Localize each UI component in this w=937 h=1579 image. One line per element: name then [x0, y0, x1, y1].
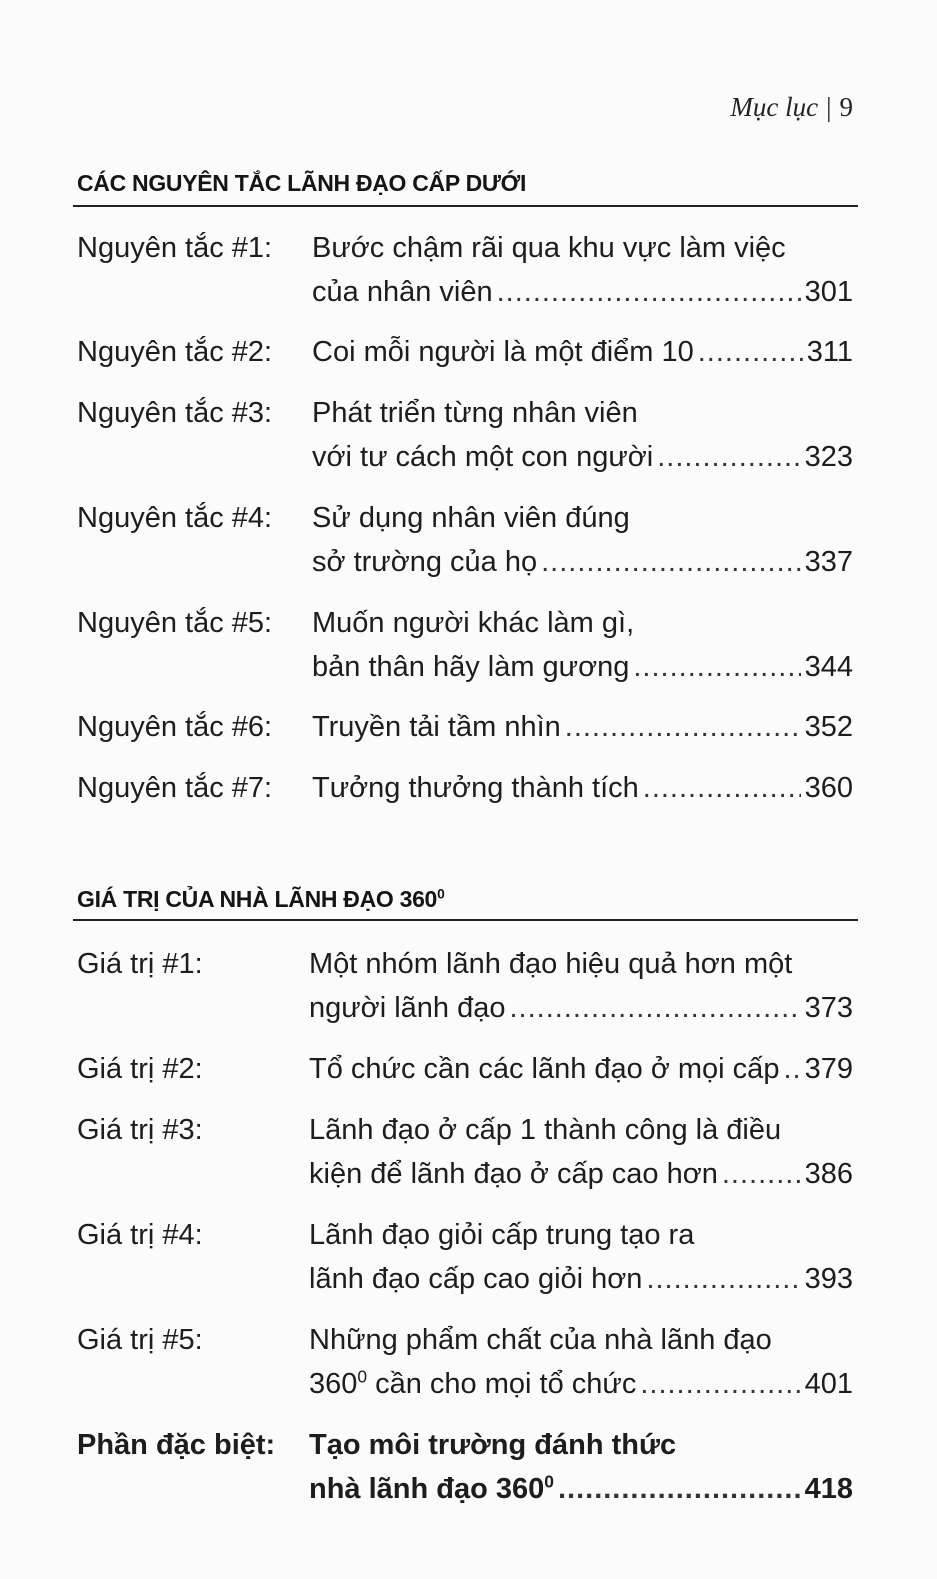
section-heading-principles: CÁC NGUYÊN TẮC LÃNH ĐẠO CẤP DƯỚI [77, 170, 527, 196]
toc-entry-title-line2: sở trường của họ [312, 546, 538, 578]
toc-entry-title: Coi mỗi người là một điểm 10 [312, 336, 694, 368]
toc-entry-title-line1: Sử dụng nhân viên đúng [312, 502, 630, 534]
leader-dots [783, 1047, 800, 1091]
toc-entry-page: 401 [804, 1368, 853, 1400]
toc-entry[interactable] [77, 766, 853, 810]
toc-entry-label: Giá trị #4: [77, 1219, 203, 1251]
superscript: 0 [437, 886, 445, 902]
section-rule [73, 919, 858, 921]
toc-entry-page: 337 [804, 546, 853, 578]
toc-entry-title: Tổ chức cần các lãnh đạo ở mọi cấp [309, 1053, 780, 1085]
toc-entry-page: 373 [804, 992, 853, 1024]
running-head-title: Mục lục [730, 92, 819, 122]
section-rule [73, 205, 858, 207]
superscript: 0 [544, 1471, 554, 1492]
toc-entry[interactable] [77, 601, 853, 689]
toc-entry-label: Nguyên tắc #2: [77, 336, 273, 368]
toc-entry[interactable] [77, 330, 853, 374]
toc-entry-page: 344 [804, 651, 853, 683]
leader-dots [646, 1257, 800, 1301]
toc-entry-title-line2: người lãnh đạo [309, 992, 506, 1024]
toc-entry-title-line2: với tư cách một con người [312, 441, 654, 473]
toc-entry-title-line1: Bước chậm rãi qua khu vực làm việc [312, 232, 786, 264]
leader-dots [565, 705, 801, 749]
toc-entry[interactable] [77, 1047, 853, 1091]
toc-entry[interactable] [77, 1213, 853, 1301]
leader-dots [657, 435, 800, 479]
toc-entry-title-line1: Một nhóm lãnh đạo hiệu quả hơn một [309, 948, 793, 980]
toc-entry-title-line2: của nhân viên [312, 276, 493, 308]
toc-entry-title-line2: bản thân hãy làm gương [312, 651, 630, 683]
toc-entry-page: 393 [804, 1263, 853, 1295]
page-number: 9 [839, 92, 853, 122]
toc-entry-page: 386 [804, 1158, 853, 1190]
toc-entry-title-line1: Tạo môi trường đánh thức [309, 1429, 677, 1461]
leader-dots [558, 1467, 801, 1511]
toc-entry[interactable] [77, 391, 853, 479]
toc-entry-page: 360 [804, 772, 853, 804]
leader-dots [640, 1362, 800, 1406]
toc-entry-title-line1: Những phẩm chất của nhà lãnh đạo [309, 1324, 772, 1356]
toc-entry-label: Giá trị #3: [77, 1114, 203, 1146]
running-head-separator: | [826, 92, 832, 122]
leader-dots [643, 766, 801, 810]
toc-entry-title-line2: nhà lãnh đạo $360^0$ [309, 1471, 554, 1505]
toc-entry-title: Tưởng thưởng thành tích [312, 772, 639, 804]
toc-entry-label: Nguyên tắc #6: [77, 711, 273, 743]
toc-entry-page: 301 [804, 276, 853, 308]
toc-entry[interactable] [77, 496, 853, 584]
toc-entry-label: Nguyên tắc #1: [77, 232, 273, 264]
leader-dots [509, 986, 800, 1030]
toc-entry-title: Truyền tải tầm nhìn [312, 711, 561, 743]
toc-entry-title-line2: lãnh đạo cấp cao giỏi hơn [309, 1263, 643, 1295]
toc-entry-page: 418 [804, 1473, 853, 1505]
leader-dots [698, 330, 803, 374]
toc-entry-label: Nguyên tắc #5: [77, 607, 273, 639]
toc-entry-label: Giá trị #1: [77, 948, 203, 980]
toc-entry-page: 352 [804, 711, 853, 743]
toc-entry-page: 323 [804, 441, 853, 473]
toc-entry-label: Giá trị #2: [77, 1053, 203, 1085]
toc-entry-label: Nguyên tắc #7: [77, 772, 273, 804]
toc-entry[interactable] [77, 1108, 853, 1196]
leader-dots [633, 645, 800, 689]
toc-entry-title-line1: Lãnh đạo ở cấp 1 thành công là điều [309, 1114, 782, 1146]
section-heading-values: GIÁ TRỊ CỦA NHÀ LÃNH ĐẠO $360^0$ [77, 886, 445, 912]
leader-dots [722, 1152, 801, 1196]
running-head [730, 92, 853, 123]
toc-entry-special[interactable] [77, 1423, 853, 1511]
toc-entry-title-line1: Phát triển từng nhân viên [312, 397, 638, 429]
toc-entry-label: Nguyên tắc #3: [77, 397, 273, 429]
toc-entry[interactable] [77, 1318, 853, 1406]
toc-entry-title-line1: Muốn người khác làm gì, [312, 607, 635, 639]
toc-entry-label: Phần đặc biệt: [77, 1429, 276, 1461]
toc-entry[interactable] [77, 942, 853, 1030]
toc-entry-title-line1: Lãnh đạo giỏi cấp trung tạo ra [309, 1219, 695, 1251]
toc-entry[interactable] [77, 705, 853, 749]
toc-entry-title-line2: kiện để lãnh đạo ở cấp cao hơn [309, 1158, 718, 1190]
superscript: 0 [357, 1366, 368, 1387]
toc-entry-label: Giá trị #5: [77, 1324, 203, 1356]
toc-entry[interactable] [77, 226, 853, 314]
leader-dots [497, 270, 801, 314]
toc-entry-page: 311 [806, 336, 853, 368]
toc-entry-title-line2: $360^0$ cần cho mọi tổ chức [309, 1366, 637, 1400]
toc-entry-page: 379 [804, 1053, 853, 1085]
leader-dots [541, 540, 801, 584]
toc-entry-label: Nguyên tắc #4: [77, 502, 273, 534]
